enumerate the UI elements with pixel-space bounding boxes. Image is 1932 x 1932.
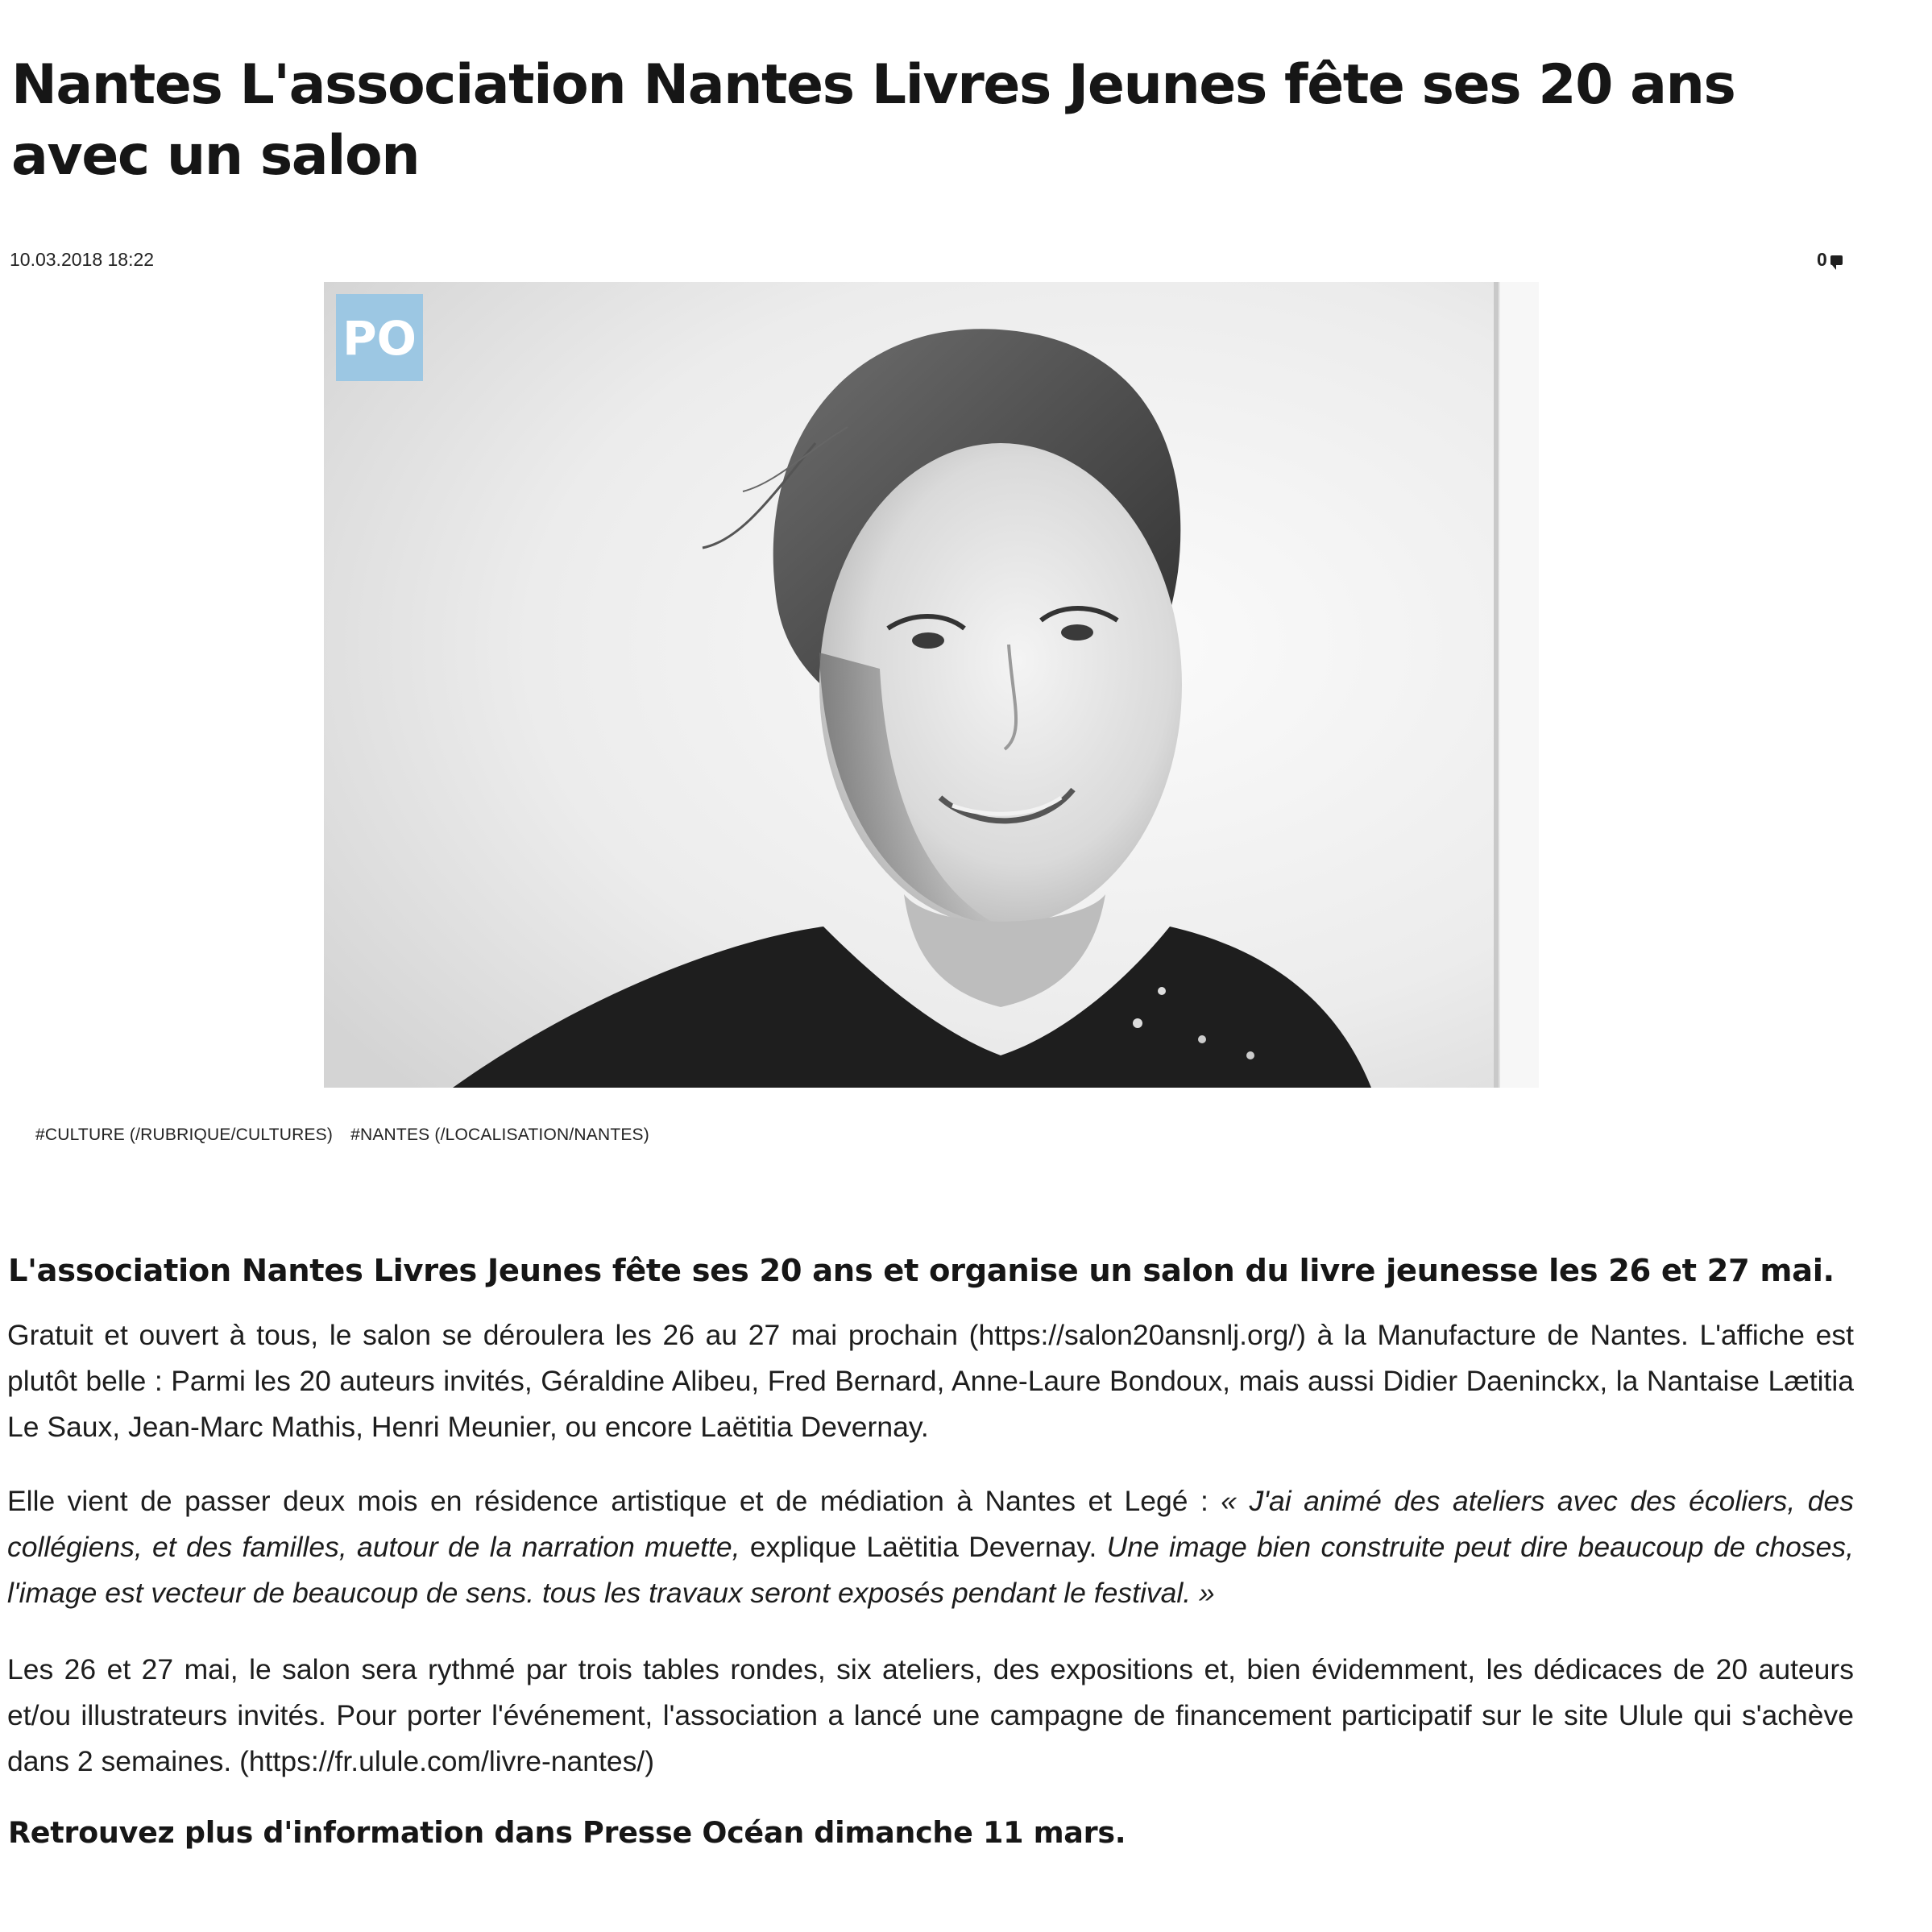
article-title: Nantes L'association Nantes Livres Jeunes fête ses 20 ans avec un salon	[11, 53, 1735, 188]
article-date: 10.03.2018 18:22	[10, 249, 155, 270]
article-paragraph-2	[7, 1478, 1854, 1616]
tag-culture[interactable]: #CULTURE (/RUBRIQUE/CULTURES)	[35, 1126, 334, 1144]
paragraph-2-intro: Elle vient de passer deux mois en résidence artistique et de médiation à Nantes et Legé :	[7, 1485, 1221, 1517]
article-paragraph-1: Gratuit et ouvert à tous, le salon se déroulera les 26 au 27 mai prochain (https://salon20ansnlj.org/) à la Manufacture de Nantes. L'affiche est plutôt belle : Parmi les 20 auteurs invités, Géraldine Alibeu, Fred Bernard, Anne-Laure Bondoux, mais aussi Didier Daeninckx, la Nantaise Lætitia Le Saux, Jean-Marc Mathis, Henri Meunier, ou encore Laëtitia Devernay.	[7, 1319, 1854, 1443]
paragraph-2-attribution: explique Laëtitia Devernay.	[740, 1531, 1107, 1563]
svg-text:PO: PO	[342, 311, 417, 366]
article-photo	[324, 282, 1539, 1088]
portrait-image	[324, 282, 1539, 1088]
comment-count-link[interactable]	[1817, 249, 1843, 271]
tag-nantes[interactable]: #NANTES (/LOCALISATION/NANTES)	[350, 1126, 649, 1144]
paragraph-2-quote-1: « J'ai animé des ateliers avec des écoliers, des collégiens, et des familles, autour de la narration muette,	[7, 1485, 1854, 1563]
paragraph-2-quote-2: Une image bien construite peut dire beaucoup de choses, l'image est vecteur de beaucoup de sens. tous les travaux seront exposés pendant le festival. »	[7, 1531, 1854, 1609]
comment-bubble-icon	[1830, 255, 1843, 265]
comment-count: 0	[1817, 249, 1827, 270]
article-closing: Retrouvez plus d'information dans Presse Océan dimanche 11 mars.	[8, 1815, 1126, 1850]
article-tags	[35, 1126, 662, 1145]
article-paragraph-3: Les 26 et 27 mai, le salon sera rythmé par trois tables rondes, six ateliers, des expositions et, bien évidemment, les dédicaces de 20 auteurs et/ou illustrateurs invités. Pour porter l'événement, l'association a lancé une campagne de financement participatif sur le site Ulule qui s'achève dans 2 semaines. (https://fr.ulule.com/livre-nantes/)	[7, 1653, 1854, 1777]
article-lead: L'association Nantes Livres Jeunes fête ses 20 ans et organise un salon du livre jeunesse les 26 et 27 mai.	[8, 1253, 1835, 1289]
